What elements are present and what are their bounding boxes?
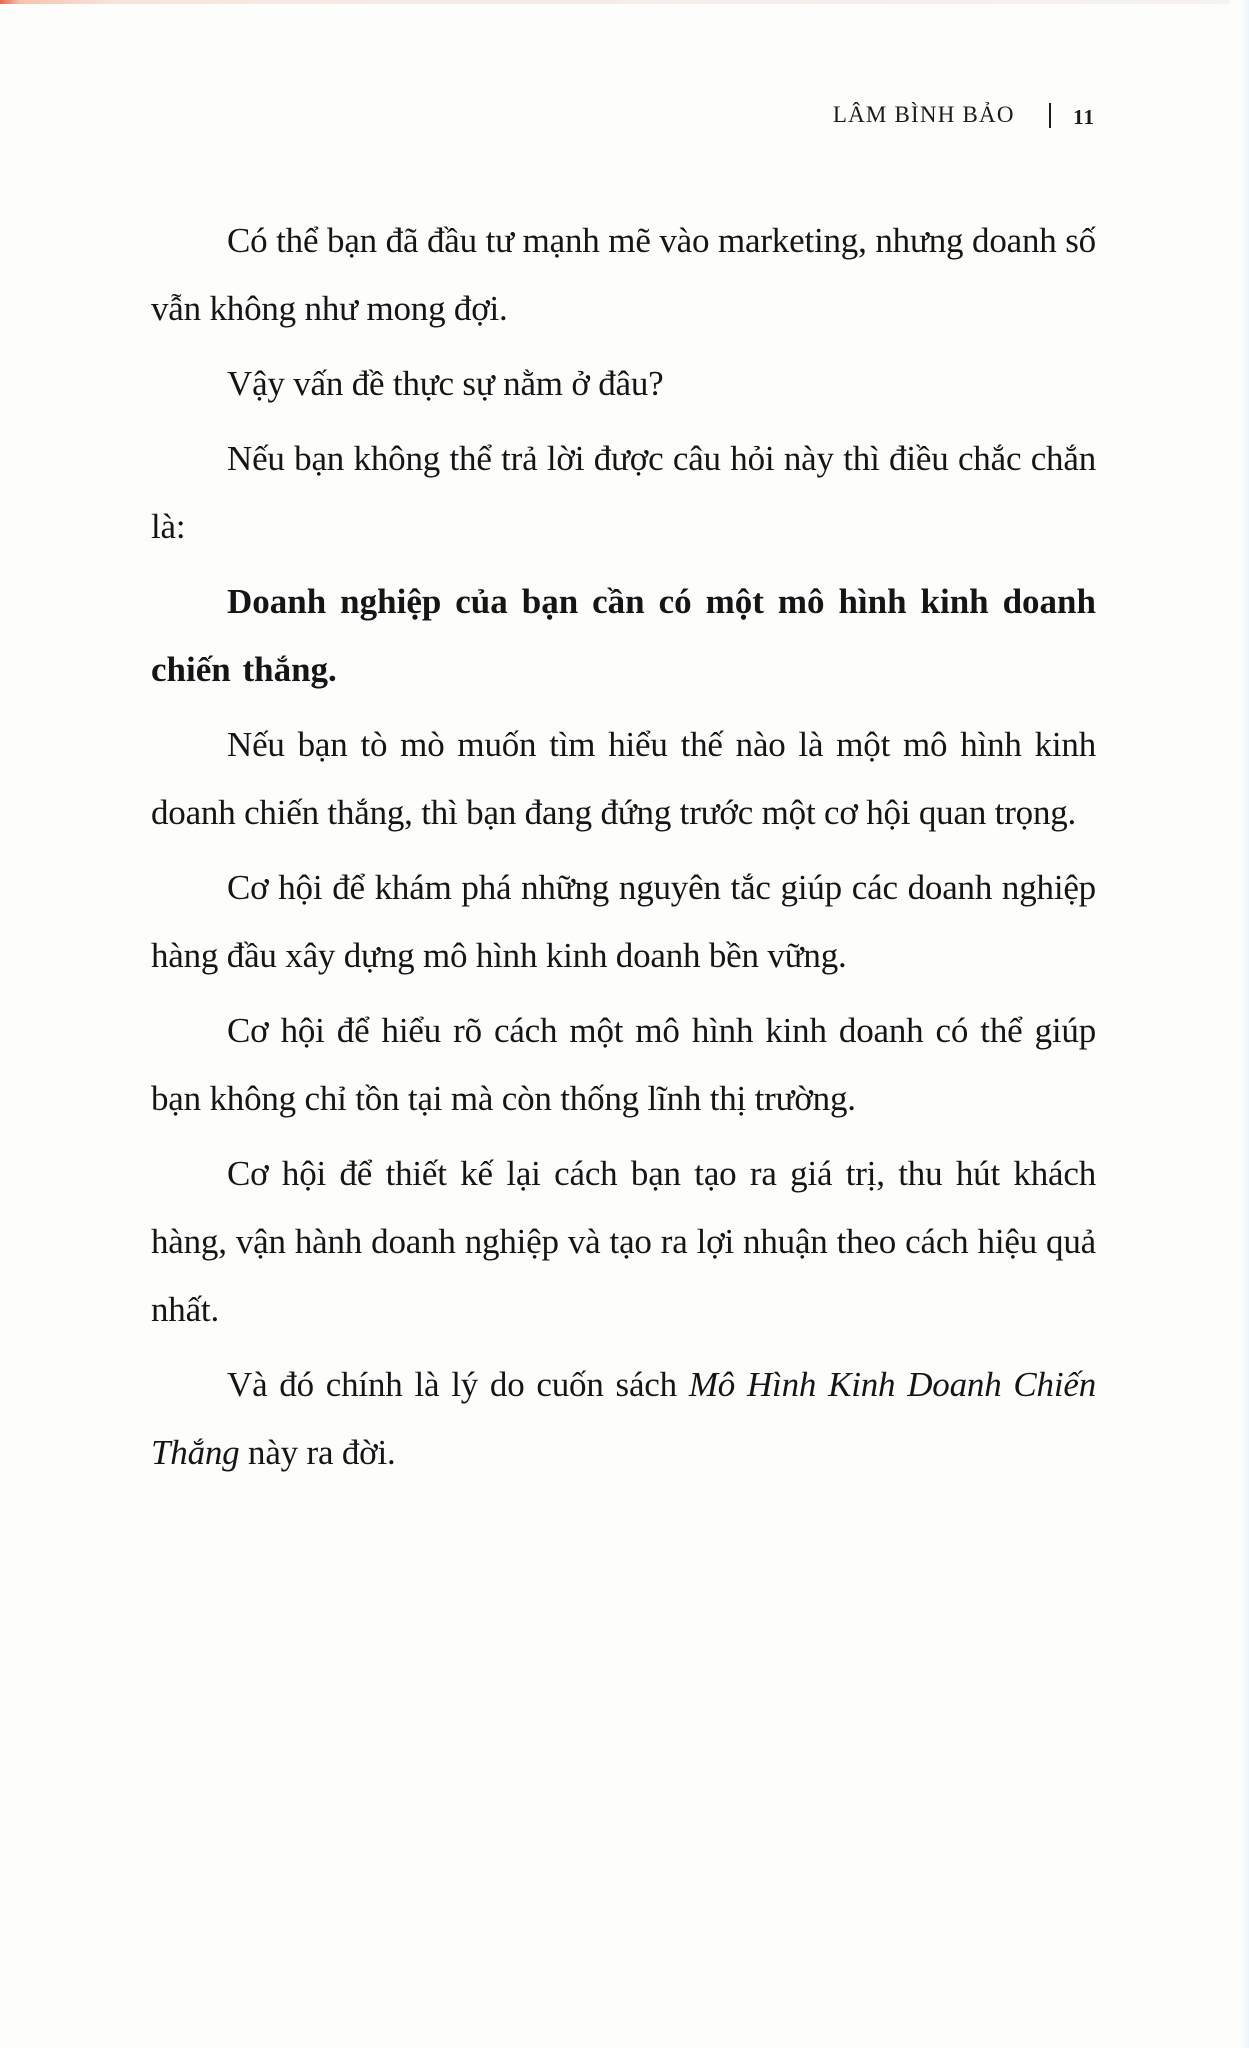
paragraph-opportunity-redesign: Cơ hội để thiết kế lại cách bạn tạo ra giá trị, thu hút khách hàng, vận hành doanh nghiệp và tạo ra lợi nhuận theo cách hiệu quả nhất. [151,1154,1096,1329]
running-header [833,100,1095,130]
paragraph-key-statement: Doanh nghiệp của bạn cần có một mô hình kinh doanh chiến thắng. [151,582,1096,689]
paragraph-condition: Nếu bạn không thể trả lời được câu hỏi này thì điều chắc chắn là: [151,439,1096,546]
book-intro-after: này ra đời. [239,1433,396,1472]
scan-right-edge [1241,0,1249,2048]
paragraph-opportunity-principles: Cơ hội để khám phá những nguyên tắc giúp các doanh nghiệp hàng đầu xây dựng mô hình kinh doanh bền vững. [151,868,1096,975]
book-intro-before: Và đó chính là lý do cuốn sách [227,1365,689,1404]
page-body [151,207,1096,1494]
paragraph-opportunity: Nếu bạn tò mò muốn tìm hiểu thế nào là một mô hình kinh doanh chiến thắng, thì bạn đang đứng trước một cơ hội quan trọng. [151,725,1096,832]
book-title: Mô Hình Kinh Doanh Chiến Thắng [151,1365,1097,1472]
header-separator-bar [1049,103,1052,128]
scan-top-edge [0,0,1230,4]
page-number: 11 [1073,105,1095,129]
paragraph-book-intro [151,1351,1096,1487]
header-author-name: LÂM BÌNH BẢO [832,102,1015,127]
paragraph-question: Vậy vấn đề thực sự nằm ở đâu? [227,364,664,403]
paragraph-intro: Có thể bạn đã đầu tư mạnh mẽ vào marketing, nhưng doanh số vẫn không như mong đợi. [151,221,1096,328]
paragraph-opportunity-understand: Cơ hội để hiểu rõ cách một mô hình kinh doanh có thể giúp bạn không chỉ tồn tại mà còn thống lĩnh thị trường. [151,1011,1096,1118]
